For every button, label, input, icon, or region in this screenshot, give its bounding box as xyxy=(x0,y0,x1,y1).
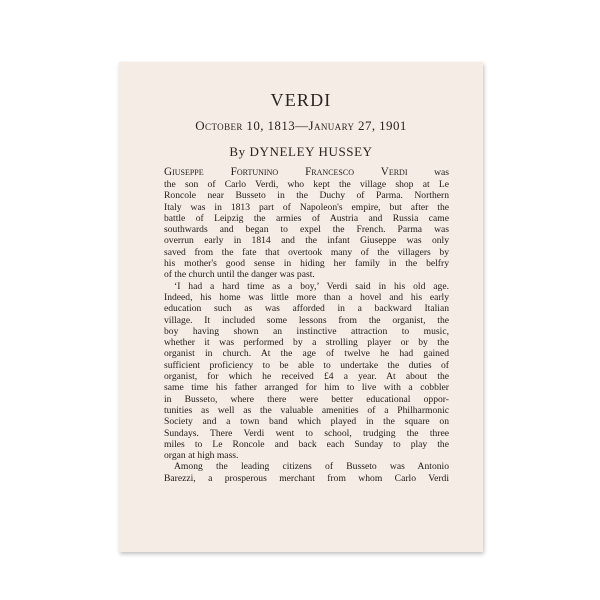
text-line: in Busseto, where there were better educational oppor- xyxy=(164,393,449,405)
text-line: Roncole near Busseto in the Duchy of Parma. Northern xyxy=(164,190,449,202)
author-byline: By DYNELEY HUSSEY xyxy=(229,144,373,159)
text-line: Society and a town band which played in the square on xyxy=(164,416,449,428)
text-line: battle of Leipzig the armies of Austria and Russia came xyxy=(164,212,449,224)
text-line: whether it was performed by a strolling player or by the xyxy=(164,337,449,349)
date-range: October 10, 1813—January 27, 1901 xyxy=(195,118,407,133)
text-line: organist, for which he received £4 a year. At about the xyxy=(164,371,449,383)
opening-caps: Giuseppe Fortunino Francesco Verdi xyxy=(164,166,408,178)
text-line: southwards and began to expel the French. Parma was xyxy=(164,224,449,236)
text-line: tunities as well as the valuable amenities of a Philharmonic xyxy=(164,404,449,416)
text-line: education such as was afforded in a backward Italian xyxy=(164,303,449,315)
text-line: Sundays. There Verdi went to school, trudging the three xyxy=(164,427,449,439)
text-line: sufficient proficiency to be able to undertake the duties of xyxy=(164,359,449,371)
text-line: ‘I had a hard time as a boy,’ Verdi said in his old age. xyxy=(174,280,449,292)
document-page xyxy=(119,62,483,552)
text-line: Among the leading citizens of Busseto was Antonio xyxy=(174,461,449,473)
article-body xyxy=(164,166,449,484)
text-line: village. It included some lessons from the organist, the xyxy=(164,314,449,326)
text-line: organ at high mass. xyxy=(164,450,239,462)
text-line: saved from the fate that overtook many of the villagers by xyxy=(164,246,449,258)
text-line: Italy was in 1813 part of Napoleon's empire, but after the xyxy=(164,201,449,213)
text-line: overrun early in 1814 and the infant Giuseppe was only xyxy=(164,235,449,247)
page-title: VERDI xyxy=(270,90,332,110)
text-line: organist in church. At the age of twelve he had gained xyxy=(164,348,449,360)
text-line: the son of Carlo Verdi, who kept the village shop at Le xyxy=(164,179,449,190)
opening-rest: was xyxy=(407,167,449,178)
text-line: boy having shown an instinctive attraction to music, xyxy=(164,325,449,337)
opening-line xyxy=(164,166,449,179)
text-line: his mother's good sense in hiding her family in the belfry xyxy=(164,258,449,270)
text-line: of the church until the danger was past. xyxy=(164,269,315,281)
text-line: miles to Le Roncole and back each Sunday to play the xyxy=(164,438,449,450)
text-line: Barezzi, a prosperous merchant from whom Carlo Verdi xyxy=(164,472,449,484)
text-line: same time his father arranged for him to live with a cobbler xyxy=(164,382,449,394)
text-line: Indeed, his home was little more than a hovel and his early xyxy=(164,291,449,303)
